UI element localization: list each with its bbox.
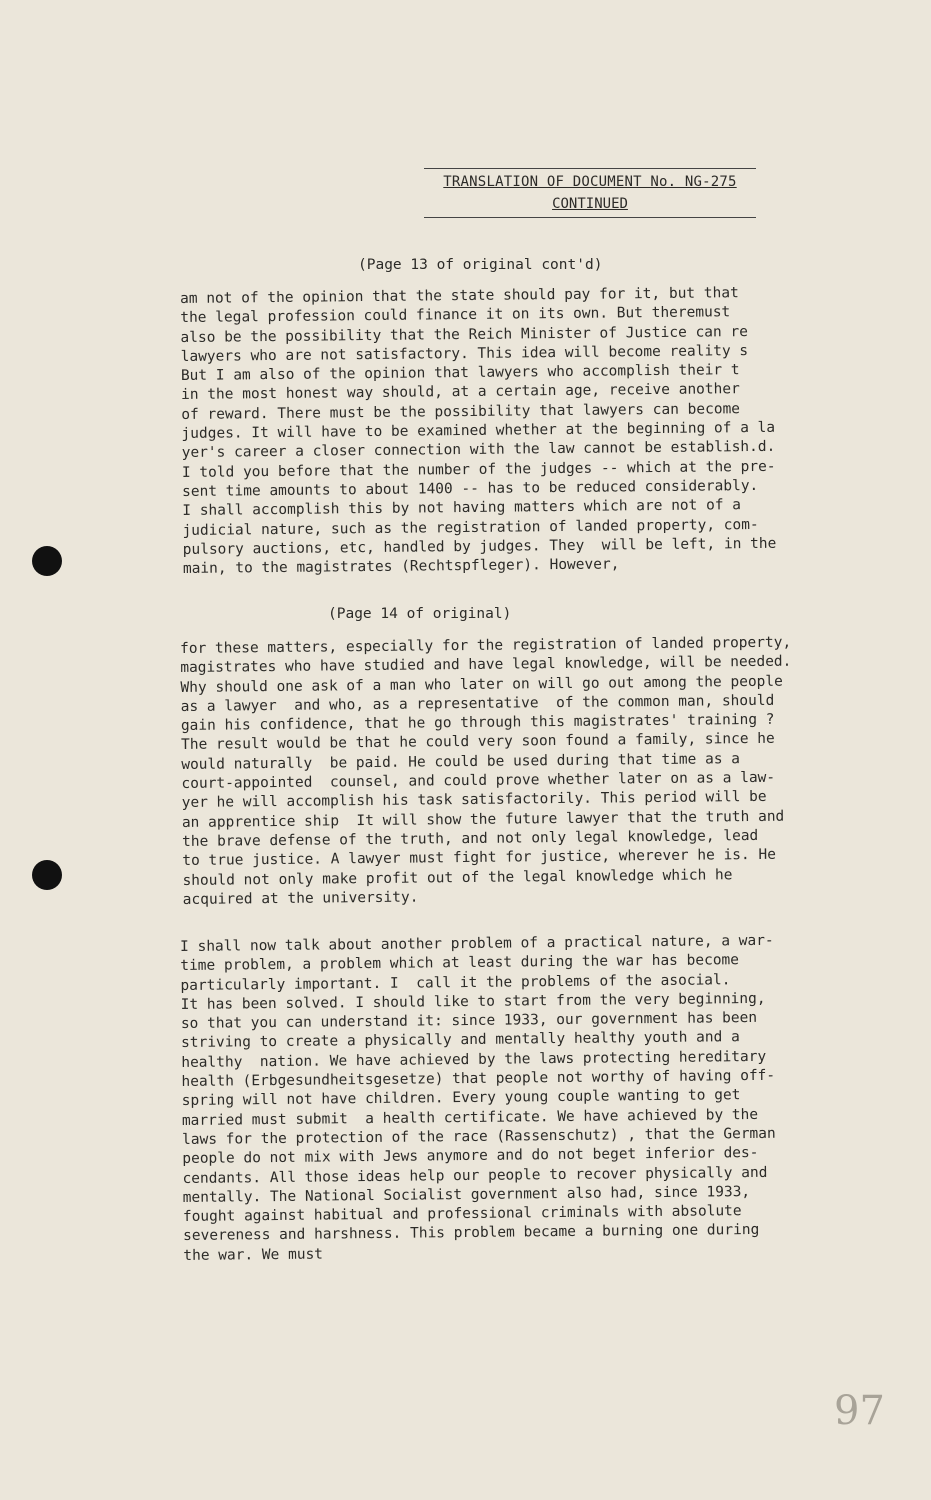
page-note-13: (Page 13 of original cont'd)	[358, 257, 603, 273]
text-line: particularly important. I call it the problems of the asocial.	[180, 971, 731, 994]
punch-hole-bottom	[32, 860, 62, 890]
text-line: court-appointed counsel, and could prove whether later on as a law-	[181, 769, 776, 793]
text-line: the war. We must	[183, 1246, 324, 1264]
text-line: The result would be that he could very soon found a family, since he	[181, 731, 775, 754]
text-line: sent time amounts to about 1400 -- has to be reduced considerably.	[182, 477, 759, 500]
text-line: as a lawyer and who, as a representative of the common man, should	[180, 692, 775, 715]
header-rule-bottom	[424, 217, 756, 218]
text-line: the legal profession could finance it on its own. But theremust	[180, 304, 731, 327]
text-line: magistrates who have studied and have legal knowledge, will be needed.	[180, 653, 792, 677]
text-line: mentally. The National Socialist government also had, since 1933,	[182, 1183, 751, 1206]
text-line: spring will not have children. Every young couple wanting to get	[181, 1087, 741, 1110]
text-line: people do not mix with Jews anymore and do not beget inferior des-	[182, 1145, 759, 1168]
text-line: gain his confidence, that he go through this magistrates' training ?	[180, 711, 775, 735]
text-line: judges. It will have to be examined whether at the beginning of a la	[181, 419, 776, 443]
text-line: should not only make profit out of the legal knowledge which he	[182, 866, 733, 889]
text-line: am not of the opinion that the state should pay for it, but that	[180, 285, 739, 307]
text-line: health (Erbgesundheitsgesetze) that people not worthy of having off-	[181, 1067, 776, 1091]
text-line: in the most honest way should, at a certain age, receive another	[181, 381, 740, 404]
text-line: an apprentice ship It will show the future lawyer that the truth and	[181, 808, 785, 831]
text-line: the brave defense of the truth, and not only legal knowledge, lead	[182, 827, 759, 850]
text-line: striving to create a physically and mentally healthy youth and a	[181, 1029, 740, 1052]
text-line: laws for the protection of the race (Rassenschutz) , that the German	[182, 1125, 776, 1148]
text-line: fought against habitual and professional criminals with absolute	[182, 1203, 742, 1226]
text-line: I shall now talk about another problem of a practical nature, a war-	[180, 932, 774, 955]
paragraph-3	[180, 931, 848, 1266]
text-line: I told you before that the number of the judges -- which at the pre-	[181, 458, 776, 481]
paragraph-1	[180, 283, 848, 579]
text-line: acquired at the university.	[182, 889, 419, 908]
text-line: lawyers who are not satisfactory. This idea will become reality s	[180, 342, 749, 365]
text-line: also be the possibility that the Reich Minister of Justice can re	[180, 323, 748, 346]
document-subtitle: CONTINUED	[552, 196, 628, 212]
text-line: yer's career a closer connection with the law cannot be establish.d.	[181, 439, 776, 462]
text-line: for these matters, especially for the registration of landed property,	[180, 634, 792, 657]
header-rule-top	[424, 168, 756, 169]
text-line: would naturally be paid. He could be used during that time as a	[181, 750, 741, 773]
text-line: to true justice. A lawyer must fight for justice, wherever he is. He	[182, 847, 776, 870]
text-line: so that you can understand it: since 1933, our government has been	[180, 1010, 758, 1033]
text-line: cendants. All those ideas help our people to recover physically and	[182, 1164, 768, 1187]
text-line: main, to the magistrates (Rechtspfleger). However,	[182, 556, 620, 578]
punch-hole-top	[32, 546, 62, 576]
text-line: severeness and harshness. This problem became a burning one during	[183, 1222, 760, 1245]
text-line: time problem, a problem which at least during the war has become	[180, 952, 740, 975]
text-line: healthy nation. We have achieved by the laws protecting hereditary	[181, 1048, 767, 1071]
page-note-14: (Page 14 of original)	[328, 606, 512, 622]
document-header	[424, 168, 756, 218]
text-line: pulsory auctions, etc, handled by judges. They will be left, in the	[182, 535, 777, 558]
text-line: married must submit a health certificate. We have achieved by the	[181, 1106, 759, 1129]
document-title: TRANSLATION OF DOCUMENT No. NG-275	[443, 174, 737, 190]
text-line: I shall accomplish this by not having matters which are not of a	[182, 497, 742, 520]
text-line: Why should one ask of a man who later on will go out among the people	[180, 673, 783, 696]
text-line: yer he will accomplish his task satisfactorily. This period will be	[181, 789, 767, 812]
text-line: It has been solved. I should like to start from the very beginning,	[180, 990, 766, 1013]
paragraph-2	[180, 633, 848, 910]
text-line: But I am also of the opinion that lawyers who accomplish their t	[180, 362, 740, 385]
text-line: of reward. There must be the possibility that lawyers can become	[181, 400, 741, 423]
text-line: judicial nature, such as the registration of landed property, com-	[182, 516, 759, 539]
handwritten-page-number: 97	[834, 1388, 885, 1434]
